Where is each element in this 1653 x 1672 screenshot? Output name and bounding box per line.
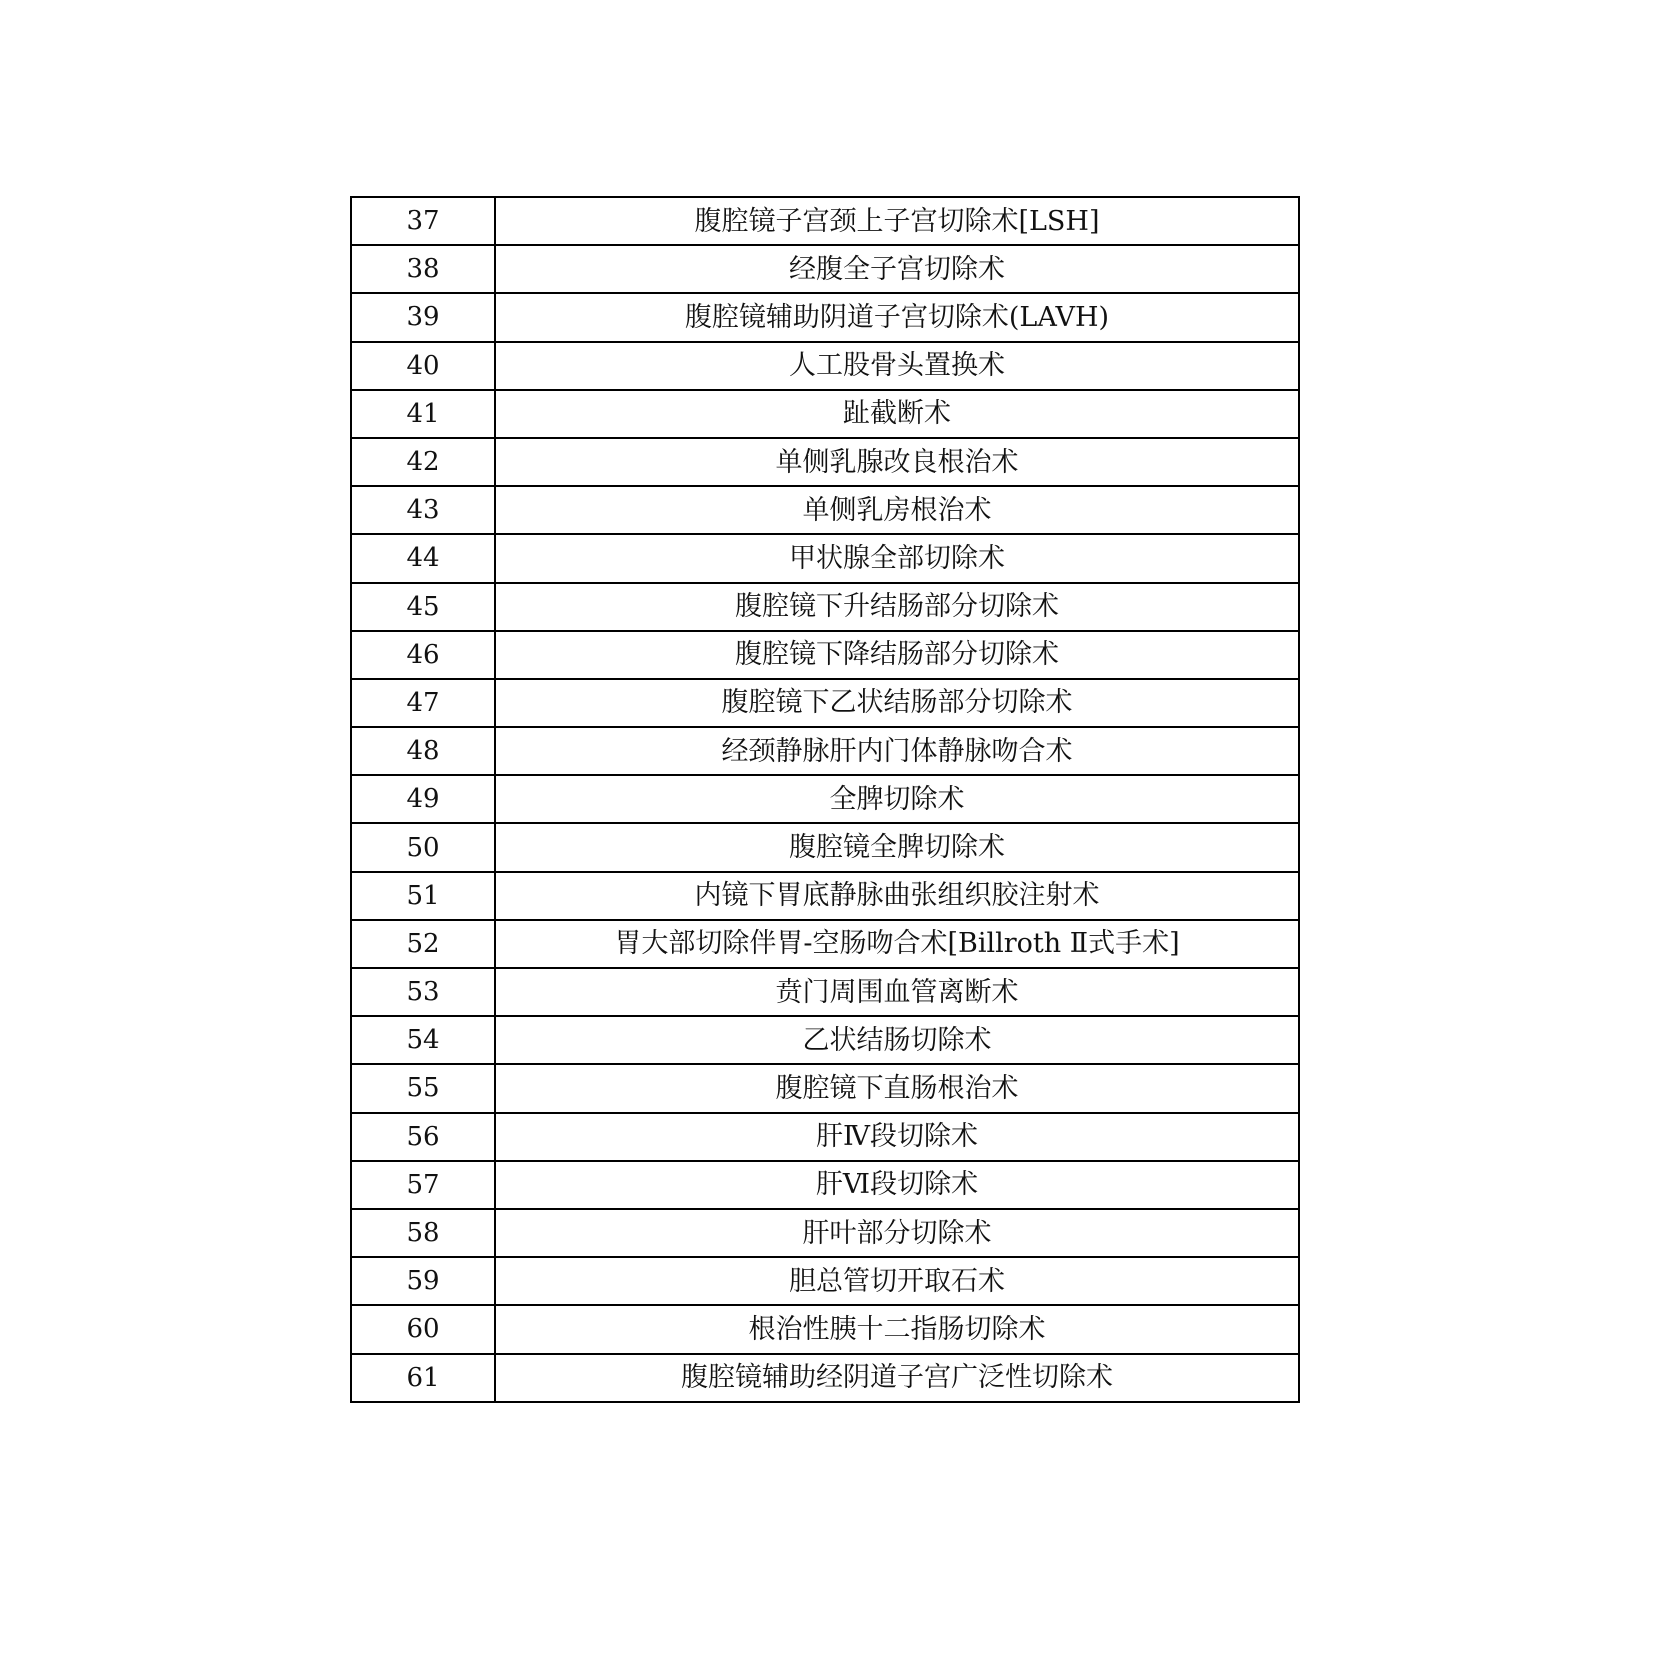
row-number: 37 — [351, 197, 495, 245]
table-row — [351, 486, 1299, 534]
row-number: 41 — [351, 390, 495, 438]
table-row — [351, 631, 1299, 679]
table-row — [351, 1016, 1299, 1064]
table-row — [351, 1064, 1299, 1112]
procedure-name: 甲状腺全部切除术 — [495, 534, 1299, 582]
procedure-name: 根治性胰十二指肠切除术 — [495, 1305, 1299, 1353]
table-row — [351, 1257, 1299, 1305]
procedure-name: 腹腔镜下乙状结肠部分切除术 — [495, 679, 1299, 727]
row-number: 52 — [351, 920, 495, 968]
table-row — [351, 197, 1299, 245]
procedure-name: 腹腔镜下直肠根治术 — [495, 1064, 1299, 1112]
procedure-name: 乙状结肠切除术 — [495, 1016, 1299, 1064]
procedure-name: 腹腔镜辅助经阴道子宫广泛性切除术 — [495, 1354, 1299, 1402]
procedure-name: 腹腔镜下升结肠部分切除术 — [495, 583, 1299, 631]
table-row — [351, 342, 1299, 390]
table-row — [351, 679, 1299, 727]
table-row — [351, 872, 1299, 920]
procedure-name: 腹腔镜子宫颈上子宫切除术[LSH] — [495, 197, 1299, 245]
procedure-name: 肝叶部分切除术 — [495, 1209, 1299, 1257]
row-number: 46 — [351, 631, 495, 679]
row-number: 43 — [351, 486, 495, 534]
table-row — [351, 823, 1299, 871]
row-number: 42 — [351, 438, 495, 486]
procedure-name: 胆总管切开取石术 — [495, 1257, 1299, 1305]
row-number: 48 — [351, 727, 495, 775]
procedure-name: 腹腔镜辅助阴道子宫切除术(LAVH) — [495, 293, 1299, 341]
procedure-name: 肝Ⅵ段切除术 — [495, 1161, 1299, 1209]
table-row — [351, 390, 1299, 438]
procedure-name: 全脾切除术 — [495, 775, 1299, 823]
row-number: 38 — [351, 245, 495, 293]
procedure-name: 贲门周围血管离断术 — [495, 968, 1299, 1016]
row-number: 53 — [351, 968, 495, 1016]
table-row — [351, 534, 1299, 582]
table-row — [351, 1161, 1299, 1209]
row-number: 60 — [351, 1305, 495, 1353]
table-row — [351, 775, 1299, 823]
table-row — [351, 245, 1299, 293]
procedure-name: 人工股骨头置换术 — [495, 342, 1299, 390]
row-number: 45 — [351, 583, 495, 631]
row-number: 55 — [351, 1064, 495, 1112]
procedure-name: 经腹全子宫切除术 — [495, 245, 1299, 293]
row-number: 51 — [351, 872, 495, 920]
row-number: 54 — [351, 1016, 495, 1064]
row-number: 39 — [351, 293, 495, 341]
table-row — [351, 438, 1299, 486]
procedure-name: 单侧乳房根治术 — [495, 486, 1299, 534]
table-row — [351, 727, 1299, 775]
table-row — [351, 583, 1299, 631]
row-number: 56 — [351, 1113, 495, 1161]
row-number: 59 — [351, 1257, 495, 1305]
row-number: 61 — [351, 1354, 495, 1402]
procedure-name: 腹腔镜下降结肠部分切除术 — [495, 631, 1299, 679]
procedure-name: 趾截断术 — [495, 390, 1299, 438]
table-row — [351, 1209, 1299, 1257]
row-number: 57 — [351, 1161, 495, 1209]
procedure-name: 内镜下胃底静脉曲张组织胶注射术 — [495, 872, 1299, 920]
table-row — [351, 1354, 1299, 1402]
row-number: 47 — [351, 679, 495, 727]
procedure-name: 单侧乳腺改良根治术 — [495, 438, 1299, 486]
procedure-table — [350, 196, 1300, 1403]
row-number: 44 — [351, 534, 495, 582]
row-number: 50 — [351, 823, 495, 871]
table-row — [351, 293, 1299, 341]
table-row — [351, 968, 1299, 1016]
row-number: 49 — [351, 775, 495, 823]
table-row — [351, 1113, 1299, 1161]
procedure-name: 腹腔镜全脾切除术 — [495, 823, 1299, 871]
procedure-name: 肝Ⅳ段切除术 — [495, 1113, 1299, 1161]
procedure-name: 经颈静脉肝内门体静脉吻合术 — [495, 727, 1299, 775]
procedure-name: 胃大部切除伴胃-空肠吻合术[Billroth Ⅱ式手术] — [495, 920, 1299, 968]
table-row — [351, 920, 1299, 968]
procedure-table-body — [351, 197, 1299, 1402]
row-number: 58 — [351, 1209, 495, 1257]
table-row — [351, 1305, 1299, 1353]
row-number: 40 — [351, 342, 495, 390]
